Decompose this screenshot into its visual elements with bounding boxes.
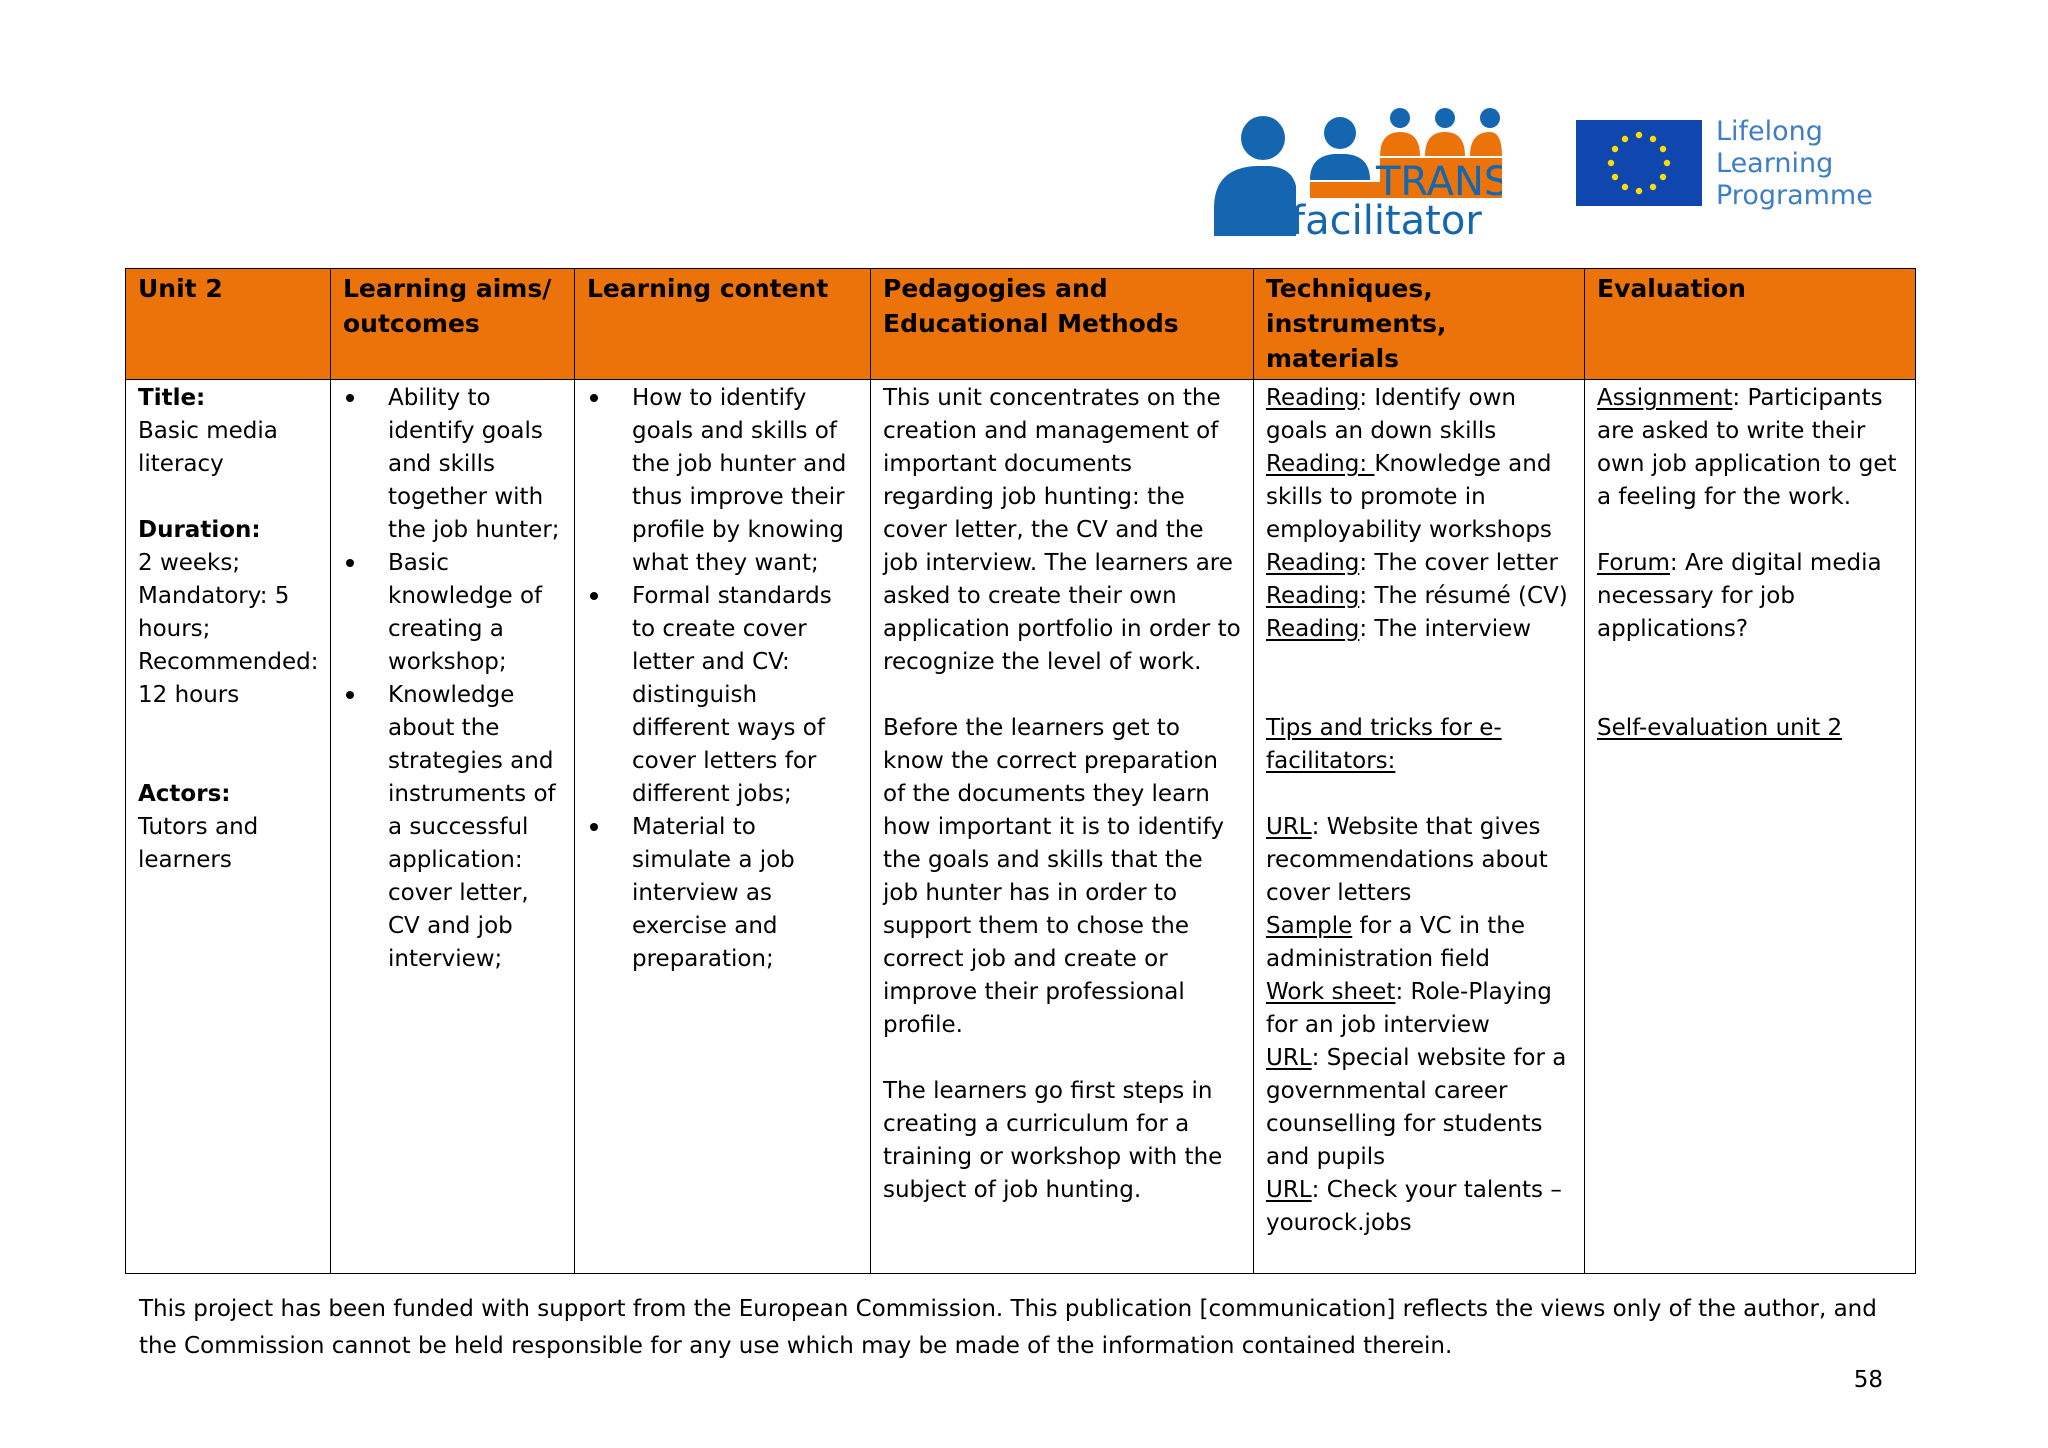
header-content: Learning content — [575, 269, 871, 380]
header-evaluation: Evaluation — [1585, 269, 1916, 380]
unit-table — [125, 268, 1916, 1274]
list-item: How to identify goals and skills of the job hunter and thus improve their profile by knowing what they want; — [587, 382, 858, 580]
actors-value: Tutors and learners — [138, 814, 259, 873]
logo-person-head — [1241, 116, 1285, 160]
logo-person-body — [1470, 132, 1502, 156]
pedagogy-paragraph: The learners go first steps in creating a curriculum for a training or workshop with the subject of job hunting. — [883, 1078, 1223, 1203]
assignment-link[interactable]: Assignment — [1597, 385, 1733, 411]
duration-line: Mandatory: 5 hours; — [138, 583, 290, 642]
eu-line: Programme — [1716, 180, 1873, 211]
tips-heading-link[interactable]: Tips and tricks for e-facilitators: — [1266, 715, 1502, 774]
material-link[interactable]: URL — [1266, 1177, 1312, 1203]
material-item — [1266, 811, 1572, 910]
pedagogies-cell — [871, 380, 1254, 1274]
eu-line: Learning — [1716, 148, 1834, 179]
logo-trans-text: TRANS — [1376, 159, 1502, 205]
material-link[interactable]: Reading — [1266, 385, 1360, 411]
duration-label: Duration: — [138, 517, 261, 543]
material-link[interactable]: Reading — [1266, 583, 1360, 609]
logo-person-head — [1324, 117, 1356, 149]
material-item — [1266, 976, 1572, 1042]
trans-logo-graphic — [1212, 102, 1502, 240]
material-text: : Check your talents – yourock.jobs — [1266, 1177, 1562, 1236]
pedagogy-paragraph: This unit concentrates on the creation and management of important documents regarding job hunting: the cover letter, the CV and the job interview. The learners are asked to create their own application portfolio in order to recognize the level of work. — [883, 385, 1241, 675]
material-text: : Identify own goals an down skills — [1266, 385, 1517, 444]
material-link[interactable]: Reading — [1266, 616, 1360, 642]
material-item — [1266, 382, 1572, 448]
material-link[interactable]: URL — [1266, 1045, 1312, 1071]
material-link[interactable]: Sample — [1266, 913, 1353, 939]
forum-link[interactable]: Forum — [1597, 550, 1670, 576]
eu-line: Lifelong — [1716, 116, 1823, 147]
list-item: Material to simulate a job interview as exercise and preparation; — [587, 811, 858, 976]
logo-person-head — [1390, 108, 1410, 128]
title-value: Basic media literacy — [138, 418, 278, 477]
material-text: for a VC in the administration field — [1266, 913, 1526, 972]
list-item: Basic knowledge of creating a workshop; — [343, 547, 562, 679]
logo-person-body — [1380, 132, 1420, 156]
material-item — [1266, 1174, 1572, 1240]
title-label: Title: — [138, 385, 206, 411]
logo-person-body — [1425, 132, 1465, 156]
eu-flag-icon — [1576, 120, 1702, 206]
list-item: Ability to identify goals and skills together with the job hunter; — [343, 382, 562, 547]
header-unit: Unit 2 — [126, 269, 331, 380]
duration-line: 2 weeks; — [138, 550, 241, 576]
material-link[interactable]: URL — [1266, 814, 1312, 840]
table-row — [126, 380, 1916, 1274]
unit-info-cell — [126, 380, 331, 1274]
header-aims: Learning aims/ outcomes — [331, 269, 575, 380]
material-link[interactable]: Reading: — [1266, 451, 1375, 477]
forum-item — [1597, 547, 1903, 646]
duration-line: Recommended: 12 hours — [138, 649, 319, 708]
material-text: : Role-Playing for an job interview — [1266, 979, 1552, 1038]
assignment-text: : Participants are asked to write their own job application to get a feeling for the work. — [1597, 385, 1897, 510]
material-item — [1266, 580, 1572, 613]
lifelong-learning-logo — [1576, 116, 1886, 216]
actors-label: Actors: — [138, 781, 231, 807]
funding-disclaimer: This project has been funded with support from the European Commission. This publication [communication] reflects the views only of the author, and the Commission cannot be held responsible for any use which may be made of the information contained therein. — [139, 1296, 1877, 1359]
forum-text: : Are digital media necessary for job applications? — [1597, 550, 1882, 642]
material-item — [1266, 910, 1572, 976]
table-header-row — [126, 269, 1916, 380]
page-number: 58 — [1853, 1367, 1883, 1393]
list-item: Knowledge about the strategies and instruments of a successful application: cover letter, CV and job interview; — [343, 679, 562, 976]
material-item — [1266, 613, 1572, 646]
header-pedagogies: Pedagogies and Educational Methods — [871, 269, 1254, 380]
assignment-item — [1597, 382, 1903, 514]
logo-person-head — [1435, 108, 1455, 128]
aims-list — [343, 382, 562, 976]
material-item — [1266, 1042, 1572, 1174]
logo-person-body — [1310, 154, 1370, 180]
self-evaluation-link[interactable]: Self-evaluation unit 2 — [1597, 715, 1843, 741]
content-list — [587, 382, 858, 976]
list-item: Formal standards to create cover letter and CV: distinguish different ways of cover letters for different jobs; — [587, 580, 858, 811]
material-text: : Special website for a governmental career counselling for students and pupils — [1266, 1045, 1567, 1170]
eu-stars — [1576, 120, 1702, 206]
material-text: : The cover letter — [1359, 550, 1558, 576]
evaluation-cell — [1585, 380, 1916, 1274]
header-techniques: Techniques, instruments, materials — [1254, 269, 1585, 380]
learning-aims-cell — [331, 380, 575, 1274]
material-text: : The résumé (CV) — [1359, 583, 1568, 609]
material-text: Knowledge and skills to promote in employability workshops — [1266, 451, 1552, 543]
logo-efacilitator-text: e-facilitator — [1252, 198, 1482, 240]
techniques-cell — [1254, 380, 1585, 1274]
logo-person-head — [1480, 108, 1500, 128]
pedagogy-paragraph: Before the learners get to know the correct preparation of the documents they learn how important it is to identify the goals and skills that the job hunter has in order to support them to chose the correct job and create or improve their professional profile. — [883, 715, 1224, 1038]
material-item — [1266, 448, 1572, 547]
material-item — [1266, 547, 1572, 580]
material-text: : Website that gives recommendations about cover letters — [1266, 814, 1548, 906]
material-link[interactable]: Work sheet — [1266, 979, 1396, 1005]
eu-programme-text — [1716, 116, 1873, 212]
trans-e-facilitator-logo — [1212, 102, 1502, 240]
learning-content-cell — [575, 380, 871, 1274]
material-link[interactable]: Reading — [1266, 550, 1360, 576]
material-text: : The interview — [1359, 616, 1532, 642]
